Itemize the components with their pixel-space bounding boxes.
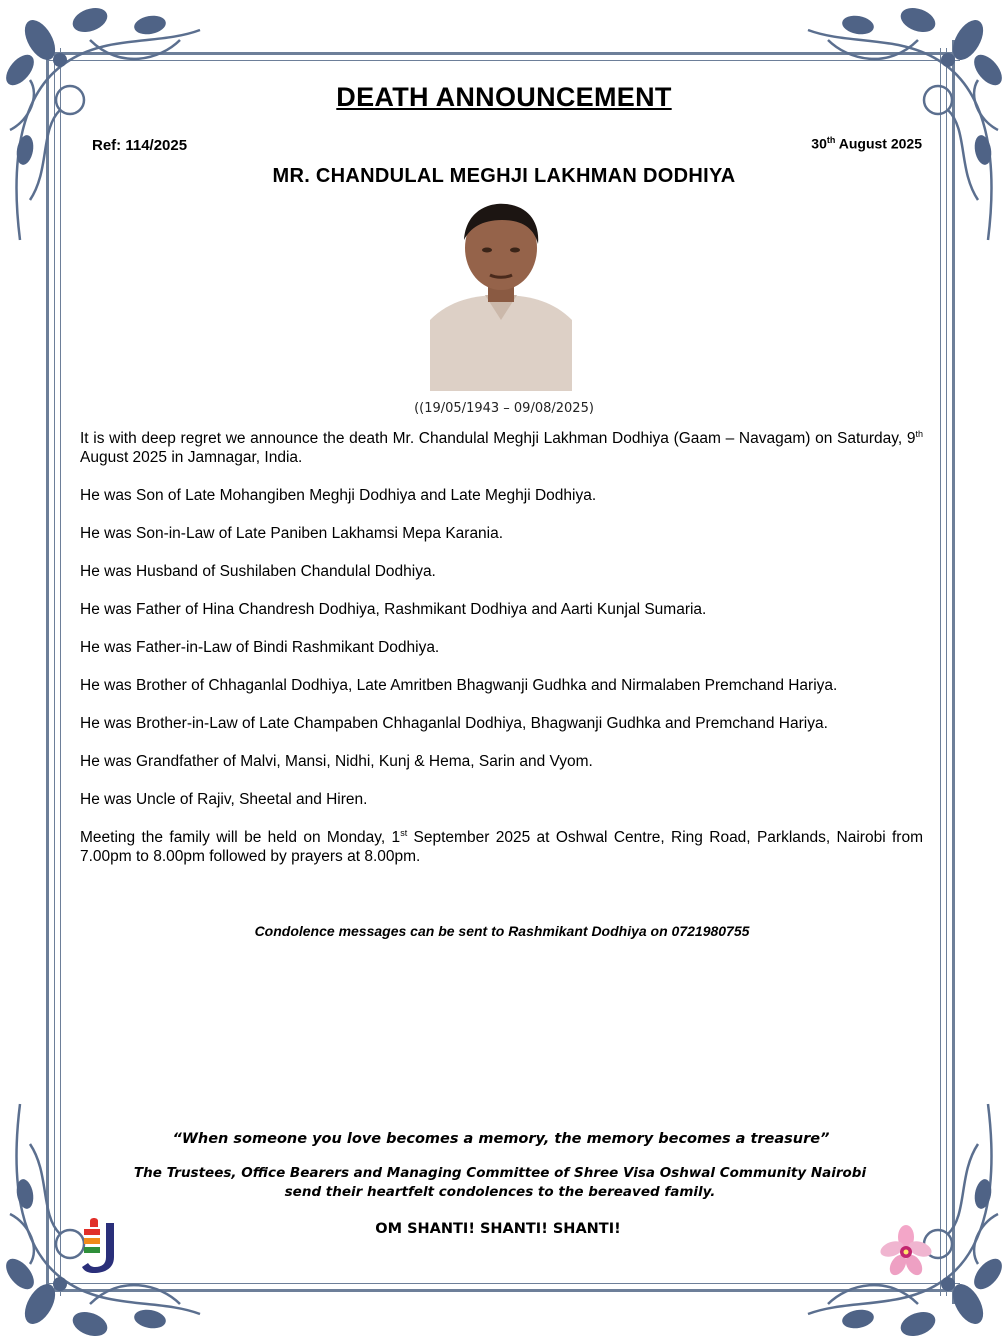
paragraph-brother-in-law: He was Brother-in-Law of Late Champaben Chhaganlal Dodhiya, Bhagwanji Gudhka and Premchand Hariya. — [80, 715, 828, 732]
meeting-text-b: September 2025 at Oshwal Centre, Ring Road, Parklands, Nairobi from 7.00pm to 8.00pm followed by prayers at 8.00pm. — [80, 829, 923, 865]
meeting-sup: st — [400, 827, 408, 838]
announcement-date — [811, 135, 922, 152]
paragraph-husband: He was Husband of Sushilaben Chandulal Dodhiya. — [80, 563, 436, 580]
pink-orchid-flower-icon — [880, 1225, 932, 1277]
date-suffix: th — [826, 135, 836, 145]
meeting-text-a: Meeting the family will be held on Monday, 1 — [80, 829, 401, 846]
paragraph-grandfather: He was Grandfather of Malvi, Mansi, Nidhi, Kunj & Hema, Sarin and Vyom. — [80, 753, 593, 770]
paragraph-father: He was Father of Hina Chandresh Dodhiya, Rashmikant Dodhiya and Aarti Kunjal Sumaria. — [80, 601, 707, 618]
memorial-quote: “When someone you love becomes a memory, the memory becomes a treasure” — [172, 1131, 830, 1147]
paragraph-meeting — [80, 828, 923, 866]
intro-text-b: August 2025 in Jamnagar, India. — [80, 449, 303, 466]
trustees-message — [0, 1164, 1000, 1202]
reference-number: Ref: 114/2025 — [92, 137, 188, 154]
paragraph-uncle: He was Uncle of Rajiv, Sheetal and Hiren. — [80, 791, 368, 808]
paragraph-intro — [80, 429, 923, 467]
announcement-body — [80, 429, 923, 885]
intro-text-a: It is with deep regret we announce the death Mr. Chandulal Meghji Lakhman Dodhiya (Gaam – Navagam) on Saturday, 9 — [80, 430, 916, 447]
corner-ornament-top-right — [778, 0, 1008, 250]
paragraph-son-in-law: He was Son-in-Law of Late Paniben Lakhamsi Mepa Karania. — [80, 525, 504, 542]
page-title: DEATH ANNOUNCEMENT — [336, 82, 672, 112]
trustees-line-2: send their heartfelt condolences to the bereaved family. — [284, 1184, 716, 1200]
om-shanti-closing: OM SHANTI! SHANTI! SHANTI! — [375, 1221, 621, 1237]
date-day: 30 — [811, 135, 827, 152]
condolence-contact: Condolence messages can be sent to Rashmikant Dodhiya on 0721980755 — [254, 923, 750, 939]
oshwal-community-logo-icon — [80, 1217, 120, 1275]
paragraph-brother: He was Brother of Chhaganlal Dodhiya, Late Amritben Bhagwanji Gudhka and Nirmalaben Premchand Hariya. — [80, 677, 838, 694]
intro-sup: th — [915, 428, 923, 439]
paragraph-son: He was Son of Late Mohangiben Meghji Dodhiya and Late Meghji Dodhiya. — [80, 487, 597, 504]
deceased-portrait — [430, 200, 572, 391]
date-rest: August 2025 — [835, 135, 922, 152]
paragraph-father-in-law: He was Father-in-Law of Bindi Rashmikant Dodhiya. — [80, 639, 440, 656]
deceased-name: MR. CHANDULAL MEGHJI LAKHMAN DODHIYA — [272, 165, 736, 187]
corner-ornament-top-left — [0, 0, 230, 250]
life-dates: ((19/05/1943 – 09/08/2025) — [414, 401, 594, 416]
trustees-line-1: The Trustees, Office Bearers and Managing Committee of Shree Visa Oshwal Community Nairobi — [133, 1165, 867, 1181]
